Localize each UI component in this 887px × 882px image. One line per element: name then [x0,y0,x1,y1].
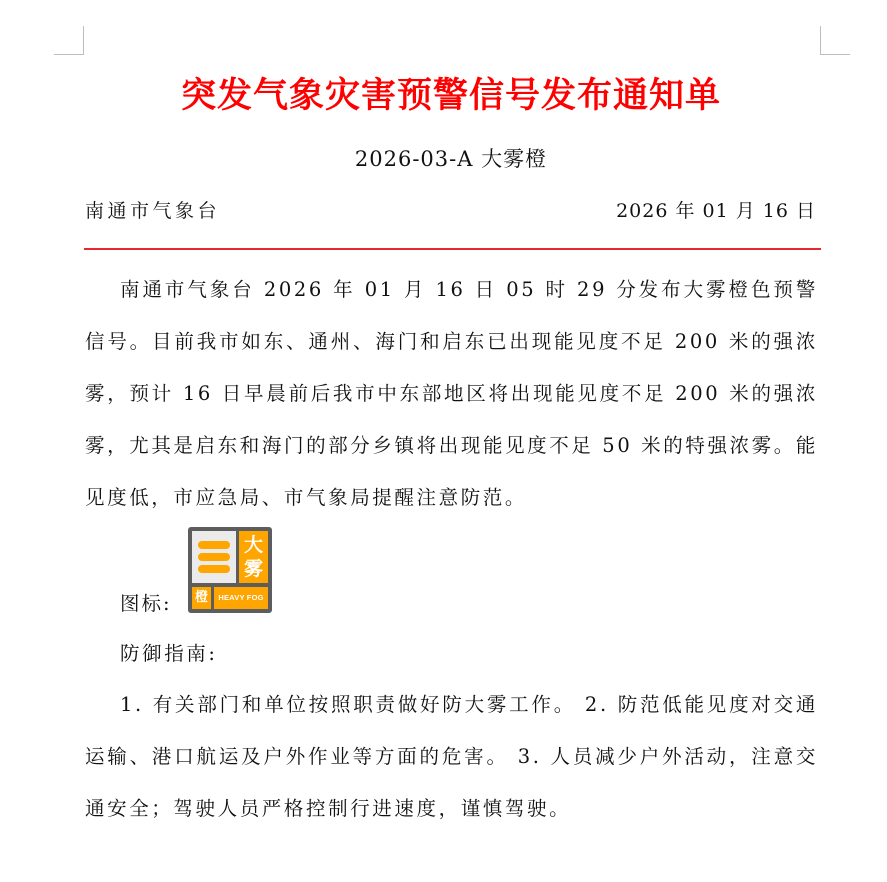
fog-icon-char-1: 大 [243,534,263,556]
document-title: 突发气象灾害预警信号发布通知单 [180,75,721,116]
issuer-date-row [85,196,816,226]
fog-icon-char-2: 雾 [243,558,263,580]
defense-guide-heading: 防御指南: [120,642,218,665]
icon-label: 图标: [120,592,172,615]
issuer-name: 南通市气象台 [85,200,221,222]
document-subtitle: 2026-03-A 大雾橙 [354,147,548,171]
fog-icon-english-name: HEAVY FOG [214,587,268,609]
fog-icon-level: 橙 [192,587,211,609]
defense-guide-paragraph: 1. 有关部门和单位按照职责做好防大雾工作。 2. 防范低能见度对交通运输、港口航运及户外作业等方面的危害。 3. 人员减少户外活动，注意交通安全；驾驶人员严格控制行进速度，谨慎驾驶。 [85,693,818,820]
icon-row [120,526,420,616]
fog-bar-icon [198,541,230,549]
page-corner-mark-top-left [54,26,84,55]
page-corner-mark-top-right [820,26,850,55]
fog-icon-chinese-name [239,531,268,583]
heavy-fog-orange-warning-icon [188,527,272,613]
fog-icon-bars-panel [192,531,236,583]
issue-date: 2026 年 01 月 16 日 [616,200,816,222]
fog-bar-icon [198,565,230,573]
warning-main-paragraph: 南通市气象台 2026 年 01 月 16 日 05 时 29 分发布大雾橙色预警信号。目前我市如东、通州、海门和启东已出现能见度不足 200 米的强浓雾，预计 16 日早晨前后我市中东部地区将出现能见度不足 200 米的强浓雾，尤其是启东和海门的部分乡镇将出现能见度不足 50 米的特强浓雾。能见度低，市应急局、市气象局提醒注意防范。 [85,278,818,509]
red-divider-line [84,248,821,250]
fog-bar-icon [198,553,230,561]
